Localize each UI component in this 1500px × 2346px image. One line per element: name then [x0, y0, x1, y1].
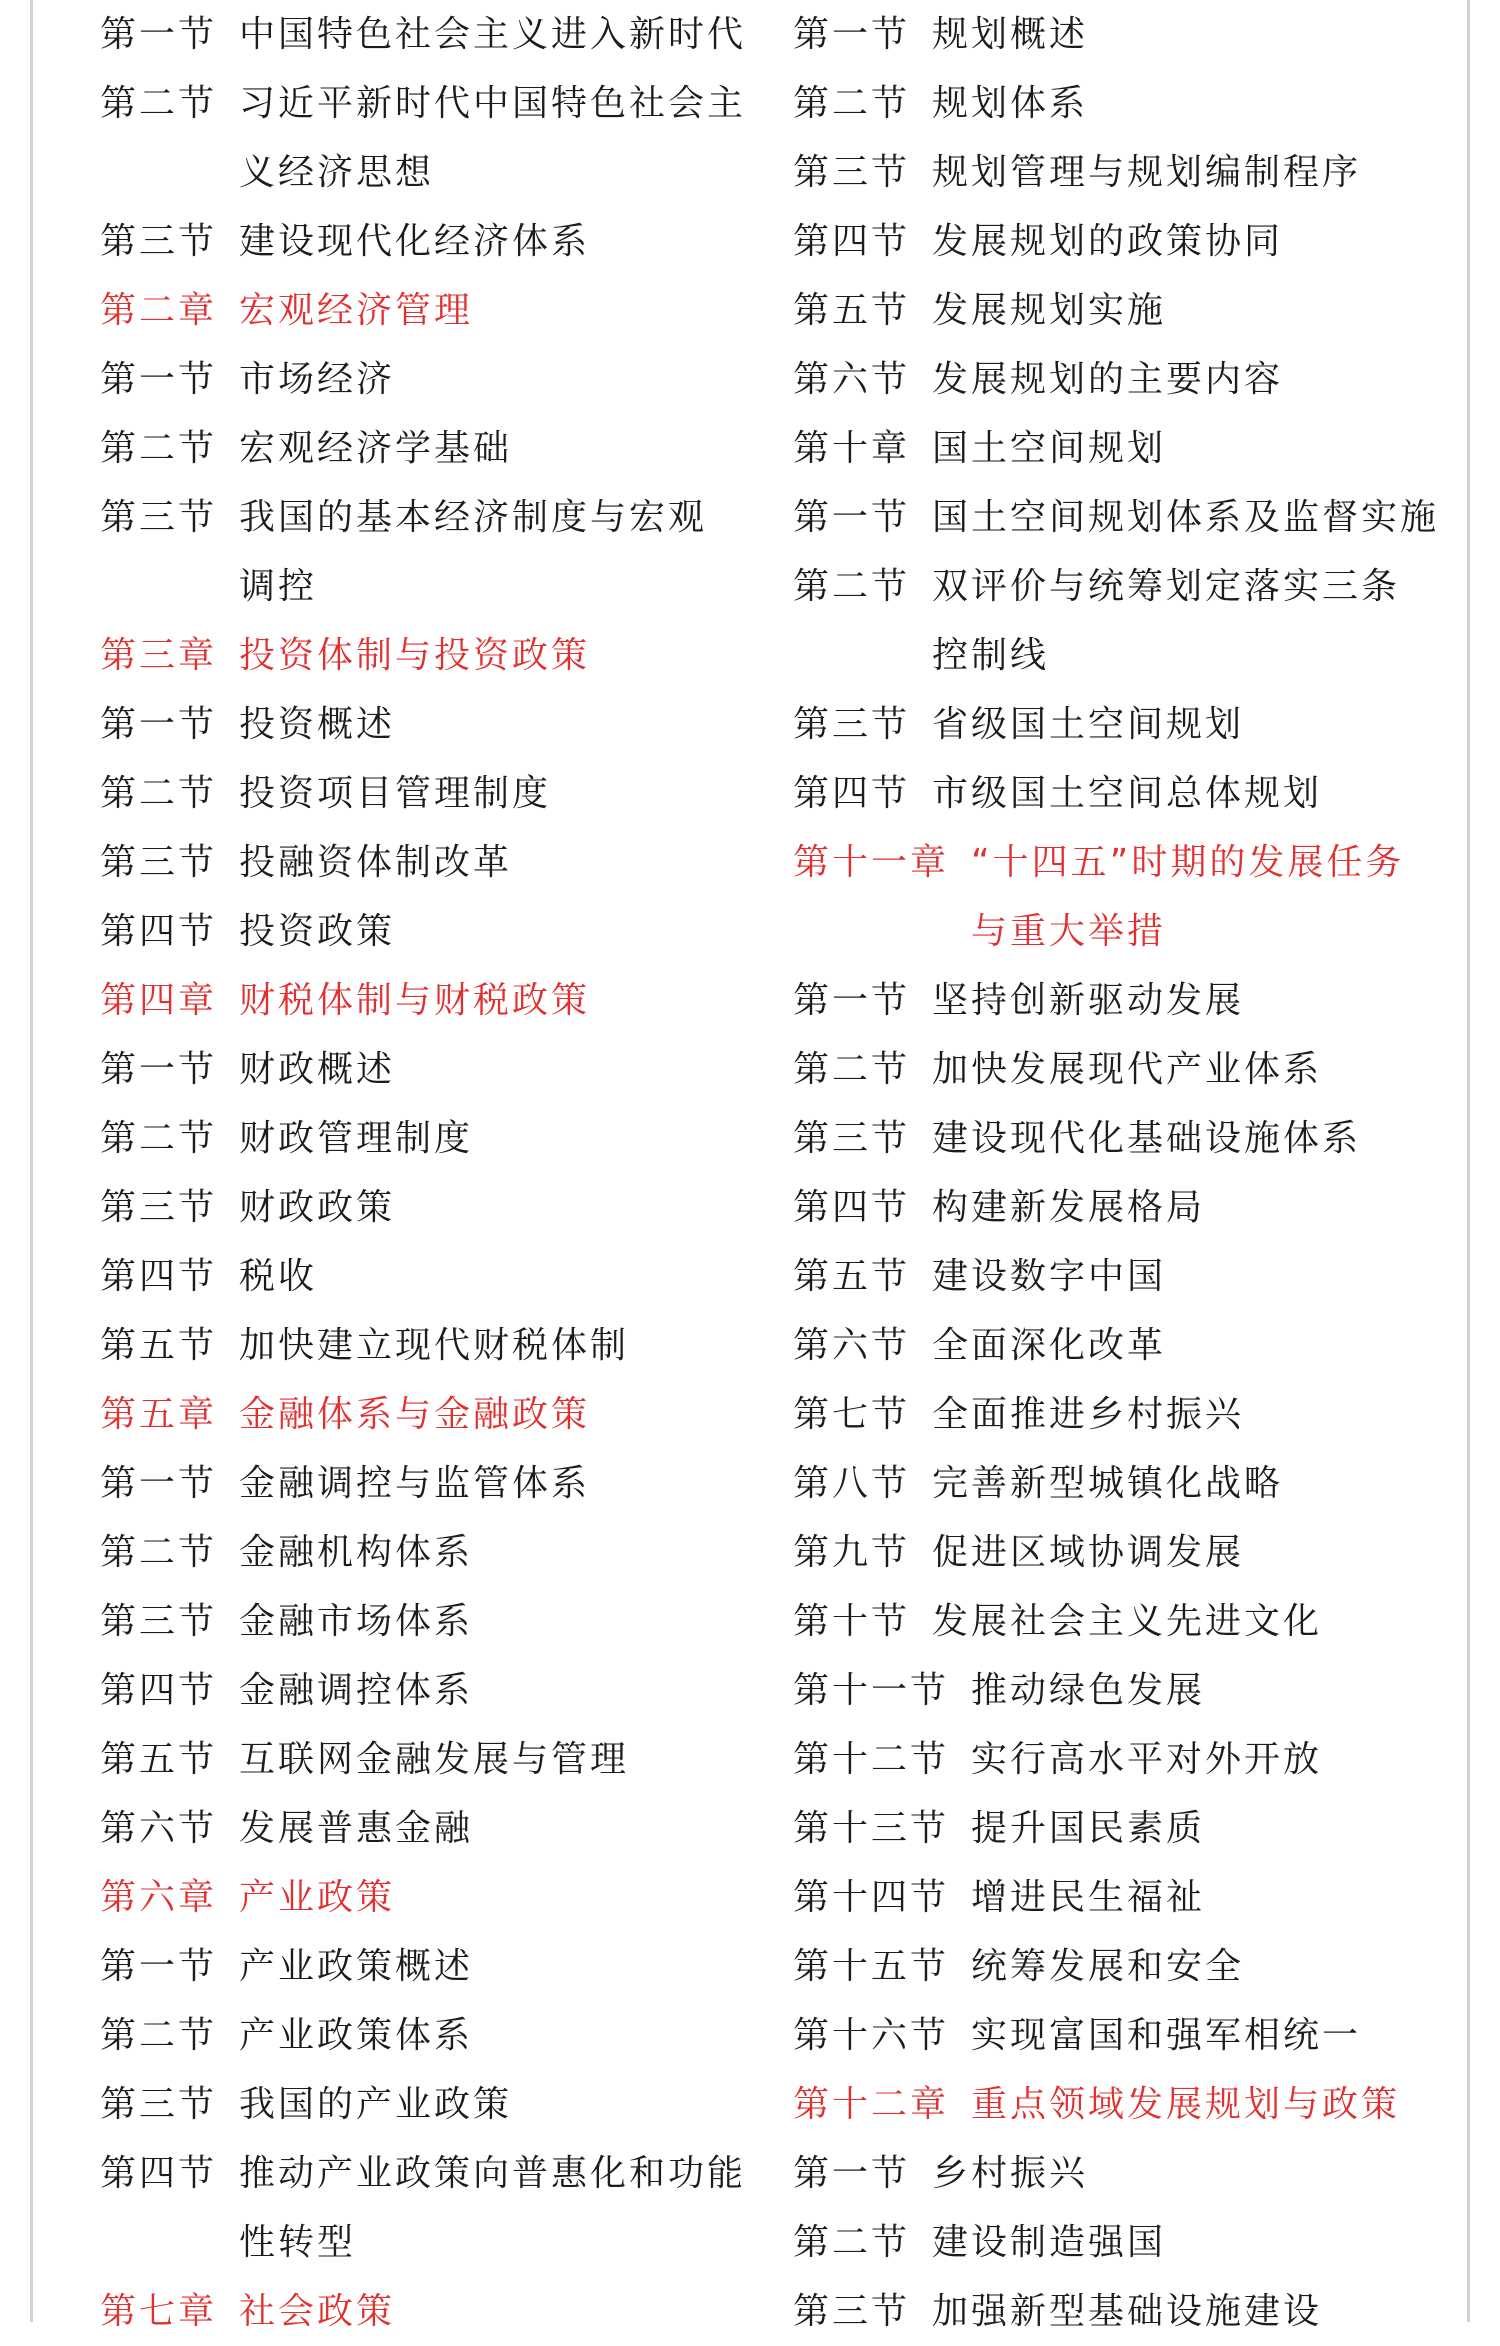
toc-entry-title: 实行高水平对外开放 — [971, 1739, 1323, 1780]
toc-section — [793, 1035, 1473, 1104]
toc-entry-number: 第十二章 — [793, 2084, 950, 2125]
toc-entry-title: 中国特色社会主义进入新时代 — [239, 14, 747, 55]
toc-page — [30, 0, 1470, 2332]
toc-entry-number: 第三节 — [100, 1187, 218, 1228]
toc-section — [793, 1794, 1473, 1863]
toc-section — [100, 0, 760, 69]
toc-entry-number: 第六节 — [793, 1325, 911, 1366]
toc-entry-title: 国土空间规划 — [932, 428, 1167, 469]
toc-section — [793, 1104, 1473, 1173]
toc-section — [100, 690, 760, 759]
toc-entry-number: 第十六节 — [793, 2015, 950, 2056]
toc-entry-number: 第四节 — [100, 1670, 218, 1711]
toc-section — [793, 1656, 1473, 1725]
toc-chapter — [100, 1863, 760, 1932]
toc-entry-number: 第四节 — [793, 221, 911, 262]
toc-entry-title: 投资概述 — [239, 704, 396, 745]
toc-entry-title: 习近平新时代中国特色社会主 义经济思想 — [239, 83, 747, 193]
toc-entry-number: 第四节 — [793, 773, 911, 814]
toc-entry-title: 加快建立现代财税体制 — [239, 1325, 630, 1366]
toc-entry-number: 第六章 — [100, 1877, 218, 1918]
toc-entry-number: 第五节 — [793, 1256, 911, 1297]
toc-entry-number: 第八节 — [793, 1463, 911, 1504]
toc-section — [793, 1863, 1473, 1932]
toc-entry-number: 第十一章 — [793, 842, 950, 883]
toc-chapter — [793, 828, 1473, 966]
toc-entry-title: 坚持创新驱动发展 — [932, 980, 1245, 1021]
toc-entry-title: 加强新型基础设施建设 — [932, 2291, 1323, 2332]
toc-section — [793, 483, 1473, 552]
toc-section — [100, 759, 760, 828]
toc-section — [793, 207, 1473, 276]
toc-entry-title: 财政管理制度 — [239, 1118, 474, 1159]
toc-entry-title: 财政概述 — [239, 1049, 396, 1090]
toc-entry-title: 投融资体制改革 — [239, 842, 513, 883]
toc-entry-title: 实现富国和强军相统一 — [971, 2015, 1362, 2056]
toc-section — [793, 2208, 1473, 2277]
toc-entry-title: 税收 — [239, 1256, 318, 1297]
toc-section — [100, 1035, 760, 1104]
toc-entry-title: 全面推进乡村振兴 — [932, 1394, 1245, 1435]
toc-entry-title: 市级国土空间总体规划 — [932, 773, 1323, 814]
toc-entry-number: 第一节 — [793, 497, 911, 538]
toc-entry-number: 第五节 — [100, 1325, 218, 1366]
toc-section — [100, 207, 760, 276]
toc-entry-number: 第六节 — [100, 1808, 218, 1849]
toc-entry-title: 我国的产业政策 — [239, 2084, 513, 2125]
toc-entry-title: 提升国民素质 — [971, 1808, 1206, 1849]
toc-entry-title: 发展社会主义先进文化 — [932, 1601, 1323, 1642]
toc-right-column — [793, 0, 1473, 2346]
toc-entry-title: 促进区域协调发展 — [932, 1532, 1245, 1573]
toc-entry-number: 第二节 — [100, 83, 218, 124]
toc-entry-number: 第一节 — [793, 14, 911, 55]
toc-chapter — [100, 2277, 760, 2346]
toc-entry-title: 市场经济 — [239, 359, 396, 400]
toc-section — [793, 2277, 1473, 2346]
toc-section — [793, 1932, 1473, 2001]
toc-entry-title: 发展规划的主要内容 — [932, 359, 1284, 400]
toc-entry-number: 第二节 — [100, 1532, 218, 1573]
toc-entry-number: 第三节 — [793, 2291, 911, 2332]
toc-section — [100, 69, 760, 207]
toc-section — [793, 276, 1473, 345]
toc-section — [793, 1587, 1473, 1656]
toc-entry-title: 重点领域发展规划与政策 — [971, 2084, 1401, 2125]
toc-section — [793, 1242, 1473, 1311]
toc-entry-number: 第二节 — [793, 1049, 911, 1090]
toc-entry-number: 第九节 — [793, 1532, 911, 1573]
toc-entry-number: 第三节 — [793, 704, 911, 745]
toc-entry-title: 我国的基本经济制度与宏观 调控 — [239, 497, 708, 607]
toc-entry-number: 第三节 — [793, 152, 911, 193]
toc-section — [100, 483, 760, 621]
toc-entry-title: 社会政策 — [239, 2291, 396, 2332]
toc-entry-number: 第二章 — [100, 290, 218, 331]
toc-entry-number: 第一节 — [100, 704, 218, 745]
toc-entry-number: 第二节 — [100, 2015, 218, 2056]
toc-entry-title: 产业政策概述 — [239, 1946, 474, 1987]
toc-entry-title: 金融调控体系 — [239, 1670, 474, 1711]
toc-section — [100, 1518, 760, 1587]
toc-section — [793, 345, 1473, 414]
toc-section — [100, 1932, 760, 2001]
toc-entry-title: 产业政策体系 — [239, 2015, 474, 2056]
toc-entry-title: 发展普惠金融 — [239, 1808, 474, 1849]
toc-section — [100, 1311, 760, 1380]
toc-entry-title: 发展规划实施 — [932, 290, 1167, 331]
toc-section — [793, 1173, 1473, 1242]
toc-section — [100, 414, 760, 483]
toc-entry-title: 国土空间规划体系及监督实施 — [932, 497, 1440, 538]
toc-entry-title: 建设数字中国 — [932, 1256, 1167, 1297]
toc-entry-number: 第七章 — [100, 2291, 218, 2332]
toc-entry-title: 金融体系与金融政策 — [239, 1394, 591, 1435]
toc-entry-title: 投资项目管理制度 — [239, 773, 552, 814]
toc-entry-title: 统筹发展和安全 — [971, 1946, 1245, 1987]
toc-entry-number: 第七节 — [793, 1394, 911, 1435]
toc-entry-title: 建设现代化基础设施体系 — [932, 1118, 1362, 1159]
toc-entry-title: 发展规划的政策协同 — [932, 221, 1284, 262]
toc-entry-number: 第二节 — [100, 1118, 218, 1159]
toc-section — [100, 1587, 760, 1656]
toc-section — [793, 2001, 1473, 2070]
toc-section — [793, 0, 1473, 69]
toc-entry-number: 第五章 — [100, 1394, 218, 1435]
toc-chapter — [100, 1380, 760, 1449]
toc-section — [793, 966, 1473, 1035]
toc-entry-title: 规划管理与规划编制程序 — [932, 152, 1362, 193]
toc-entry-title: 双评价与统筹划定落实三条 控制线 — [932, 566, 1401, 676]
toc-section — [793, 138, 1473, 207]
toc-entry-title: 全面深化改革 — [932, 1325, 1167, 1366]
toc-entry-number: 第十二节 — [793, 1739, 950, 1780]
toc-entry-title: 投资体制与投资政策 — [239, 635, 591, 676]
toc-entry-number: 第十章 — [793, 428, 911, 469]
toc-section — [100, 1656, 760, 1725]
toc-entry-title: 完善新型城镇化战略 — [932, 1463, 1284, 1504]
toc-entry-title: 乡村振兴 — [932, 2153, 1089, 2194]
toc-section — [793, 552, 1473, 690]
toc-section — [100, 1173, 760, 1242]
toc-chapter — [100, 621, 760, 690]
toc-entry-number: 第一节 — [793, 2153, 911, 2194]
toc-entry-number: 第二节 — [100, 773, 218, 814]
toc-section — [100, 2139, 760, 2277]
toc-entry-title: 建设现代化经济体系 — [239, 221, 591, 262]
toc-section — [100, 2070, 760, 2139]
toc-chapter — [793, 2070, 1473, 2139]
toc-entry-title: 推动绿色发展 — [971, 1670, 1206, 1711]
toc-section — [793, 414, 1473, 483]
toc-entry-number: 第四节 — [100, 911, 218, 952]
toc-section — [793, 1311, 1473, 1380]
toc-entry-number: 第一节 — [100, 1946, 218, 1987]
toc-entry-number: 第一节 — [100, 1463, 218, 1504]
toc-entry-title: 规划体系 — [932, 83, 1089, 124]
toc-section — [100, 1242, 760, 1311]
toc-entry-title: 宏观经济管理 — [239, 290, 474, 331]
toc-section — [100, 1794, 760, 1863]
toc-entry-title: 金融机构体系 — [239, 1532, 474, 1573]
toc-section — [100, 2001, 760, 2070]
toc-entry-number: 第二节 — [793, 566, 911, 607]
toc-section — [100, 828, 760, 897]
toc-section — [100, 897, 760, 966]
toc-entry-title: 推动产业政策向普惠化和功能 性转型 — [239, 2153, 747, 2263]
toc-entry-title: 构建新发展格局 — [932, 1187, 1206, 1228]
toc-entry-title: 宏观经济学基础 — [239, 428, 513, 469]
toc-section — [100, 1449, 760, 1518]
toc-entry-number: 第二节 — [100, 428, 218, 469]
toc-chapter — [100, 966, 760, 1035]
toc-entry-title: 规划概述 — [932, 14, 1089, 55]
toc-entry-number: 第一节 — [100, 14, 218, 55]
toc-entry-number: 第五节 — [100, 1739, 218, 1780]
toc-entry-title: 互联网金融发展与管理 — [239, 1739, 630, 1780]
toc-entry-number: 第三节 — [100, 2084, 218, 2125]
toc-left-column — [100, 0, 760, 2346]
toc-entry-title: 建设制造强国 — [932, 2222, 1167, 2263]
toc-section — [793, 690, 1473, 759]
toc-entry-title: 投资政策 — [239, 911, 396, 952]
toc-entry-title: 财政政策 — [239, 1187, 396, 1228]
toc-entry-number: 第十三节 — [793, 1808, 950, 1849]
toc-entry-number: 第三节 — [100, 221, 218, 262]
toc-entry-number: 第十节 — [793, 1601, 911, 1642]
toc-entry-number: 第一节 — [100, 359, 218, 400]
toc-entry-number: 第三节 — [100, 842, 218, 883]
toc-entry-title: 金融市场体系 — [239, 1601, 474, 1642]
toc-section — [793, 1518, 1473, 1587]
toc-entry-title: 产业政策 — [239, 1877, 396, 1918]
toc-entry-number: 第四章 — [100, 980, 218, 1021]
toc-entry-title: 财税体制与财税政策 — [239, 980, 591, 1021]
toc-section — [100, 1104, 760, 1173]
toc-section — [793, 1449, 1473, 1518]
toc-entry-number: 第十一节 — [793, 1670, 950, 1711]
toc-entry-title: 金融调控与监管体系 — [239, 1463, 591, 1504]
toc-entry-number: 第二节 — [793, 83, 911, 124]
toc-entry-number: 第一节 — [793, 980, 911, 1021]
toc-section — [793, 69, 1473, 138]
toc-chapter — [100, 276, 760, 345]
toc-entry-number: 第三节 — [100, 497, 218, 538]
toc-section — [793, 1725, 1473, 1794]
toc-entry-number: 第五节 — [793, 290, 911, 331]
toc-entry-number: 第十五节 — [793, 1946, 950, 1987]
toc-section — [100, 345, 760, 414]
toc-entry-title: 增进民生福祉 — [971, 1877, 1206, 1918]
toc-section — [793, 1380, 1473, 1449]
toc-entry-number: 第十四节 — [793, 1877, 950, 1918]
toc-entry-number: 第一节 — [100, 1049, 218, 1090]
toc-entry-number: 第三节 — [100, 1601, 218, 1642]
toc-entry-number: 第四节 — [100, 2153, 218, 2194]
toc-entry-number: 第三章 — [100, 635, 218, 676]
toc-entry-number: 第四节 — [793, 1187, 911, 1228]
toc-entry-number: 第三节 — [793, 1118, 911, 1159]
toc-entry-title: 省级国土空间规划 — [932, 704, 1245, 745]
toc-entry-number: 第四节 — [100, 1256, 218, 1297]
toc-entry-title: 加快发展现代产业体系 — [932, 1049, 1323, 1090]
toc-entry-title: “十四五”时期的发展任务 与重大举措 — [971, 842, 1405, 952]
toc-entry-number: 第六节 — [793, 359, 911, 400]
toc-entry-number: 第二节 — [793, 2222, 911, 2263]
toc-section — [793, 759, 1473, 828]
toc-section — [793, 2139, 1473, 2208]
toc-section — [100, 1725, 760, 1794]
